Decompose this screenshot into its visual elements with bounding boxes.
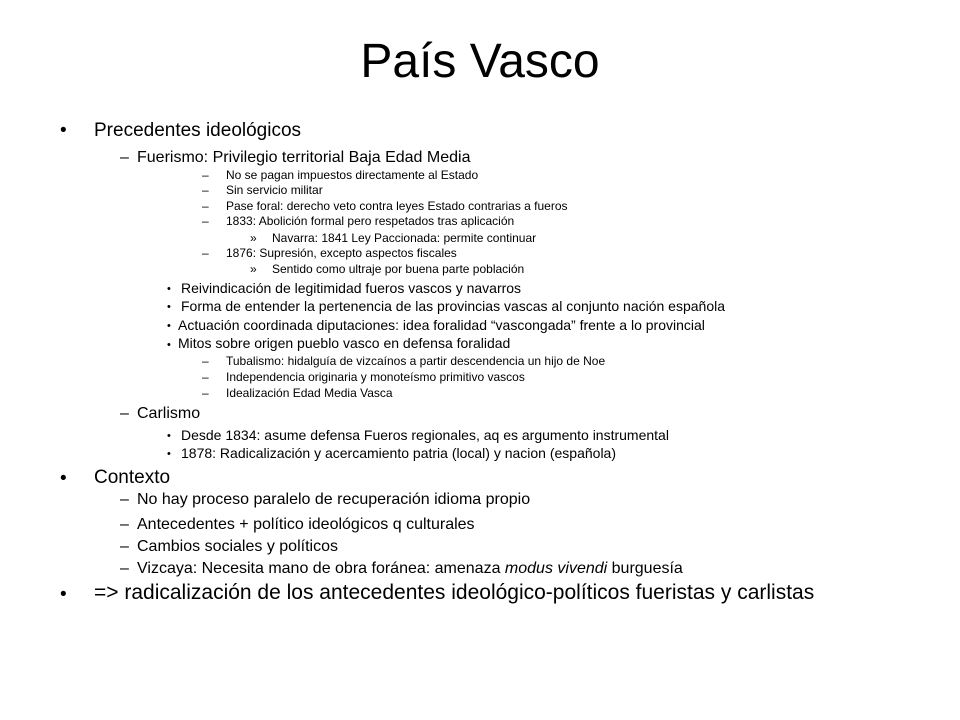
item-idealizacion: Idealización Edad Media Vasca: [226, 386, 393, 400]
item-no-proceso: No hay proceso paralelo de recuperación idioma propio: [137, 491, 531, 508]
item-carlismo: Carlismo: [137, 405, 201, 422]
item-vizcaya-text: Vizcaya: Necesita mano de obra foránea: amenaza: [137, 560, 505, 577]
dash-marker: –: [120, 516, 129, 533]
dash-marker: –: [202, 214, 209, 228]
item-desde-1834: Desde 1834: asume defensa Fueros regionales, aq es argumento instrumental: [181, 427, 669, 443]
raquo-marker: »: [250, 231, 257, 245]
item-sentido-ultraje: Sentido como ultraje por buena parte población: [272, 262, 525, 276]
item-mitos: Mitos sobre origen pueblo vasco en defensa foralidad: [178, 335, 511, 351]
item-reivindicacion: Reivindicación de legitimidad fueros vascos y navarros: [181, 280, 522, 296]
bullet-marker: •: [167, 430, 171, 442]
dash-marker: –: [202, 370, 209, 384]
item-pase-foral: Pase foral: derecho veto contra leyes Estado contrarias a fueros: [226, 199, 568, 213]
dash-marker: –: [120, 149, 129, 166]
item-radicalizacion-1878: 1878: Radicalización y acercamiento patria (local) y nacion (española): [181, 445, 617, 461]
bullet-marker: •: [167, 320, 171, 332]
item-navarra: Navarra: 1841 Ley Paccionada: permite continuar: [272, 231, 537, 245]
bullet-marker: •: [167, 283, 171, 295]
item-abolicion-1833: 1833: Abolición formal pero respetados tras aplicación: [226, 214, 515, 228]
bullet-marker: •: [167, 448, 171, 460]
dash-marker: –: [120, 491, 129, 508]
item-vizcaya-end: burguesía: [607, 560, 683, 577]
dash-marker: –: [202, 246, 209, 260]
item-sin-servicio: Sin servicio militar: [226, 183, 323, 197]
slide-title: País Vasco: [360, 35, 600, 88]
item-tubalismo: Tubalismo: hidalguía de vizcaínos a partir descendencia un hijo de Noe: [226, 354, 606, 368]
item-fuerismo: Fuerismo: Privilegio territorial Baja Edad Media: [137, 149, 471, 166]
dash-marker: –: [202, 168, 209, 182]
bullet-marker: •: [167, 301, 171, 313]
item-cambios: Cambios sociales y políticos: [137, 538, 338, 555]
heading-precedentes: Precedentes ideológicos: [94, 120, 302, 141]
heading-contexto: Contexto: [94, 467, 171, 488]
bullet-marker: •: [60, 468, 67, 489]
item-supresion-1876: 1876: Supresión, excepto aspectos fiscales: [226, 246, 457, 260]
bullet-marker: •: [60, 584, 67, 605]
item-independencia: Independencia originaria y monoteísmo primitivo vascos: [226, 370, 525, 384]
item-no-impuestos: No se pagan impuestos directamente al Estado: [226, 168, 479, 182]
dash-marker: –: [202, 354, 209, 368]
item-vizcaya: [137, 559, 683, 578]
bullet-marker: •: [167, 339, 171, 351]
dash-marker: –: [202, 199, 209, 213]
bullet-marker: •: [60, 120, 67, 141]
raquo-marker: »: [250, 262, 257, 276]
dash-marker: –: [120, 560, 129, 577]
item-actuacion: Actuación coordinada diputaciones: idea foralidad “vascongada” frente a lo provincial: [178, 317, 705, 333]
dash-marker: –: [120, 405, 129, 422]
dash-marker: –: [202, 183, 209, 197]
item-antecedentes: Antecedentes + político ideológicos q culturales: [137, 516, 475, 533]
item-vizcaya-emphasis: modus vivendi: [504, 560, 608, 577]
dash-marker: –: [202, 386, 209, 400]
item-forma-entender: Forma de entender la pertenencia de las provincias vascas al conjunto nación española: [181, 298, 726, 314]
dash-marker: –: [120, 538, 129, 555]
conclusion-line: => radicalización de los antecedentes ideológico-políticos fueristas y carlistas: [94, 581, 815, 604]
